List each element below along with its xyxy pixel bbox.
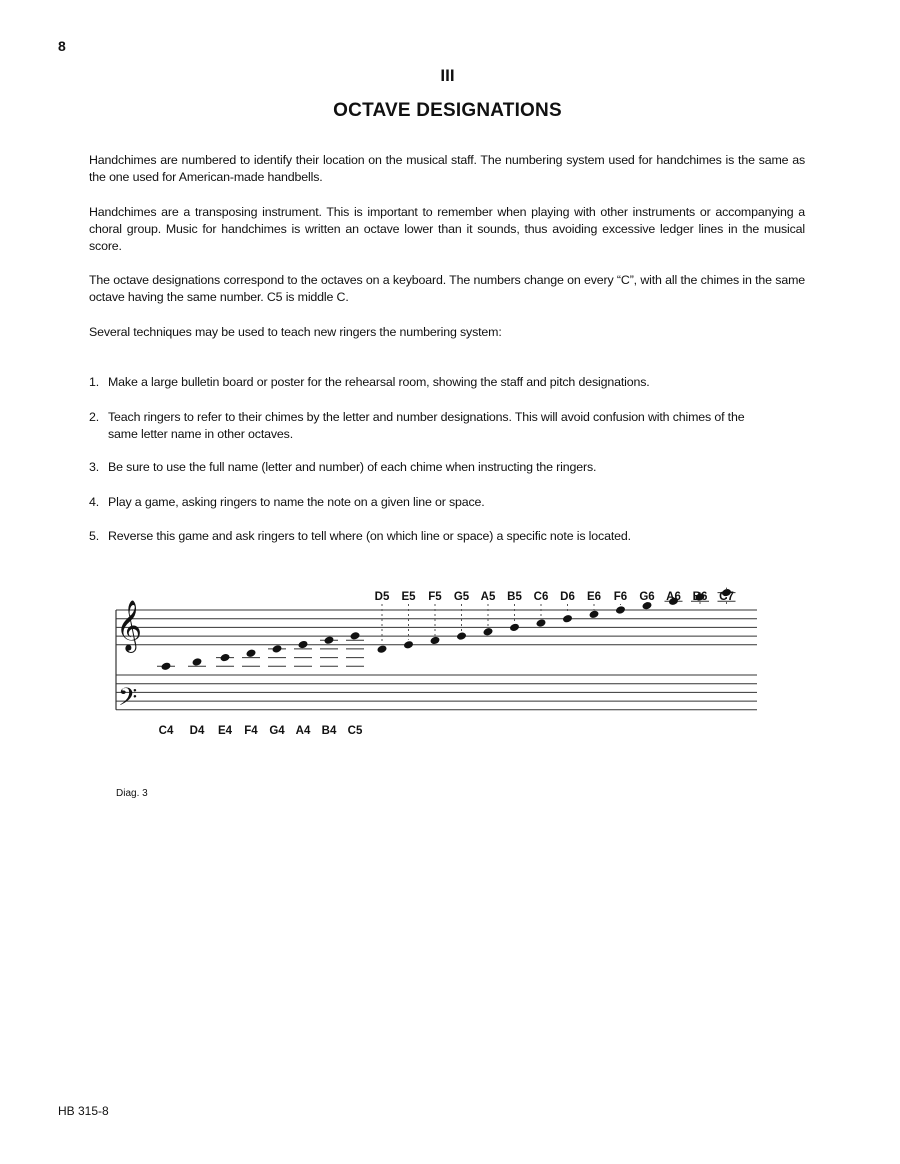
note-labels	[159, 591, 734, 737]
note-head	[456, 631, 467, 641]
note-head	[298, 640, 309, 650]
list-number: 5.	[89, 529, 100, 543]
chapter-number: III	[440, 66, 455, 85]
note-label: B6	[692, 591, 708, 603]
list-number: 1.	[89, 375, 100, 389]
note-label: E4	[217, 725, 233, 737]
note-label: G6	[639, 591, 655, 603]
note-head	[509, 623, 520, 633]
page-title: OCTAVE DESIGNATIONS	[333, 100, 562, 121]
note-label: E6	[586, 591, 602, 603]
note-label: G4	[269, 725, 285, 737]
note-head	[350, 631, 361, 641]
note-head	[536, 618, 547, 628]
note-head	[220, 653, 231, 663]
note-head	[615, 605, 626, 615]
treble-clef-icon: 𝄞	[116, 600, 143, 651]
list-text: Teach ringers to refer to their chimes by the letter and number designations. This will avoid confusion with chimes of the same letter name in other octaves.	[108, 410, 745, 441]
note-head	[192, 657, 203, 667]
list-text: Be sure to use the full name (letter and number) of each chime when instructing the ringers.	[108, 460, 597, 474]
bass-clef-icon: 𝄢	[118, 683, 138, 718]
list-text: Reverse this game and ask ringers to tell where (on which line or space) a specific note is located.	[108, 529, 631, 543]
list-text: Make a large bulletin board or poster for the rehearsal room, showing the staff and pitch designations.	[108, 375, 650, 389]
note-label: A4	[295, 725, 311, 737]
list-item	[89, 374, 749, 391]
list-number: 2.	[89, 410, 100, 424]
note-head	[161, 662, 172, 672]
list-item	[89, 494, 749, 511]
note-label: B5	[507, 591, 522, 603]
paragraph-octaves: The octave designations correspond to the octaves on a keyboard. The numbers change on every “C”, with all the chimes in the same octave having the same number. C5 is middle C.	[89, 273, 805, 304]
note-label: C4	[158, 725, 174, 737]
page-number: 8	[58, 38, 66, 54]
note-head	[562, 614, 573, 624]
note-label: C7	[719, 591, 734, 603]
note-label: G5	[453, 591, 470, 603]
note-label: A5	[480, 591, 496, 603]
footer-code: HB 315-8	[58, 1104, 109, 1118]
note-head	[272, 644, 283, 654]
paragraph-transposing: Handchimes are a transposing instrument. This is important to remember when playing with other instruments or accompanying a choral group. Music for handchimes is written an octave lower than it sounds, thus avoiding excessive ledger lines in the musical score.	[89, 205, 805, 253]
note-label: D4	[189, 725, 205, 737]
staff-pitch-diagram	[0, 580, 900, 755]
note-head	[324, 635, 335, 645]
note-label: F4	[244, 725, 258, 737]
diagram-caption: Diag. 3	[116, 788, 148, 799]
list-number: 3.	[89, 460, 100, 474]
note-label: B4	[321, 725, 337, 737]
list-item	[89, 409, 759, 443]
paragraph-numbering: Handchimes are numbered to identify their location on the musical staff. The numbering system used for handchimes is the same as the one used for American-made handbells.	[89, 153, 805, 184]
note-label: C6	[533, 591, 549, 603]
note-label: D5	[374, 591, 390, 603]
paragraph-techniques: Several techniques may be used to teach new ringers the numbering system:	[89, 325, 502, 339]
note-head	[589, 610, 600, 620]
note-head	[246, 648, 257, 658]
note-label: E5	[401, 591, 416, 603]
note-head	[483, 627, 494, 637]
list-item	[89, 528, 749, 545]
note-head	[403, 640, 414, 650]
list-text: Play a game, asking ringers to name the note on a given line or space.	[108, 495, 485, 509]
list-item	[89, 459, 749, 476]
note-head	[377, 644, 388, 654]
note-label: A6	[666, 591, 681, 603]
staff-lines	[116, 610, 757, 710]
note-label: C5	[347, 725, 363, 737]
note-label: F5	[428, 591, 442, 603]
note-label: D6	[560, 591, 575, 603]
note-label: F6	[613, 591, 628, 603]
note-head	[430, 636, 441, 646]
list-number: 4.	[89, 495, 100, 509]
